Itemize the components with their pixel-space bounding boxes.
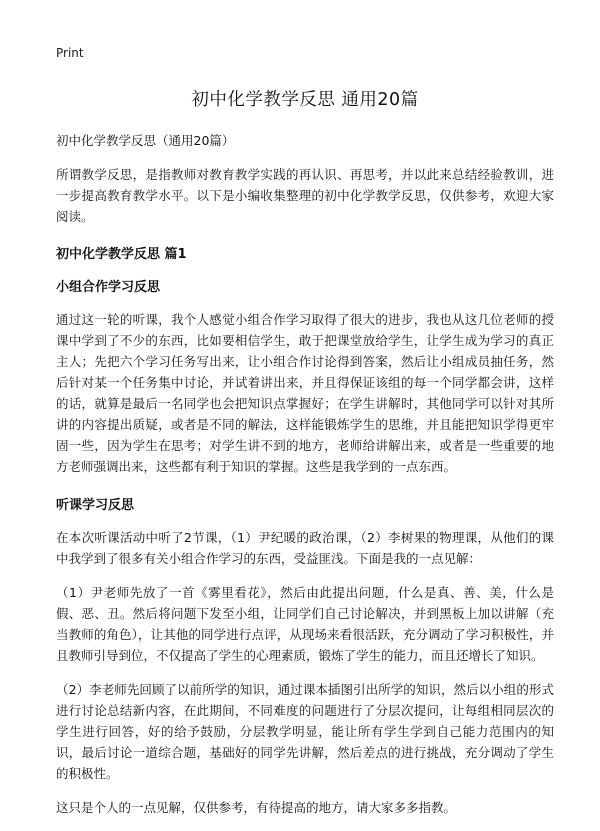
subheading-group-study: 小组合作学习反思 — [56, 280, 161, 295]
body-paragraph: 在本次听课活动中听了2节课，（1）尹纪暖的政治课，（2）李树果的物理课，从他们的课中我学到了很多有关小组合作学习的东西，受益匪浅。下面是我的一点见解： — [56, 530, 554, 566]
body-paragraph: （1）尹老师先放了一首《雾里看花》，然后由此提出问题，什么是真、善、美，什么是假、恶、丑。然后将问题下发至小组，让同学们自己讨论解决，并到黑板上加以讲解（充当教师的角色），让其他的同学进行点评，从现场来看很活跃，充分调动了学习积极性，并且教师引导到位，不仅提高了学生的心理素质，锻炼了学生的能力，而且还增长了知识。 — [56, 585, 554, 663]
page-title: 初中化学教学反思 通用20篇 — [191, 90, 419, 110]
subheading-lesson-observation: 听课学习反思 — [56, 498, 135, 513]
intro-paragraph: 所谓教学反思，是指教师对教育教学实践的再认识、再思考，并以此来总结经验教训，进一步提高教育教学水平。以下是小编收集整理的初中化学教学反思，仅供参考，欢迎大家阅读。 — [56, 167, 554, 224]
document-page — [56, 46, 554, 831]
body-paragraph: 这只是个人的一点见解，仅供参考，有待提高的地方，请大家多多指教。 — [56, 800, 457, 815]
print-link[interactable]: Print — [56, 46, 84, 60]
section-heading: 初中化学教学反思 篇1 — [56, 247, 187, 262]
body-paragraph: 通过这一轮的听课，我个人感觉小组合作学习取得了很大的进步，我也从这几位老师的授课中学到了不少的东西，比如要相信学生，敢于把课堂放给学生，让学生成为学习的真正主人；先把六个学习任务写出来，让小组合作讨论得到答案，然后让小组成员抽任务，然后针对某一个任务集中讨论，并试着讲出来，并且得保证该组的每一个同学都会讲，这样的话，就算是最后一名同学也会把知识点掌握好；在学生讲解时，其他同学可以针对其所讲的内容提出质疑，或者是不同的解法，这样能锻炼学生的思维，并且能把知识学得更牢固一些，因为学生在思考；对学生讲不到的地方，老师给讲解出来，或者是一些重要的地方老师强调出来，这些都有利于知识的掌握。这些是我学到的一点东西。 — [56, 312, 554, 474]
body-paragraph: （2）李老师先回顾了以前所学的知识，通过课本插图引出所学的知识，然后以小组的形式进行讨论总结新内容，在此期间，不同难度的问题进行了分层次提问，让每组相同层次的学生进行回答，好的给予鼓励，分层教学明显，能让所有学生学到自己能力范围内的知识，最后讨论一道综合题，基础好的同学先讲解，然后差点的进行挑战，充分调动了学生的积极性。 — [56, 682, 554, 781]
article-subtitle: 初中化学教学反思（通用20篇） — [56, 133, 235, 148]
